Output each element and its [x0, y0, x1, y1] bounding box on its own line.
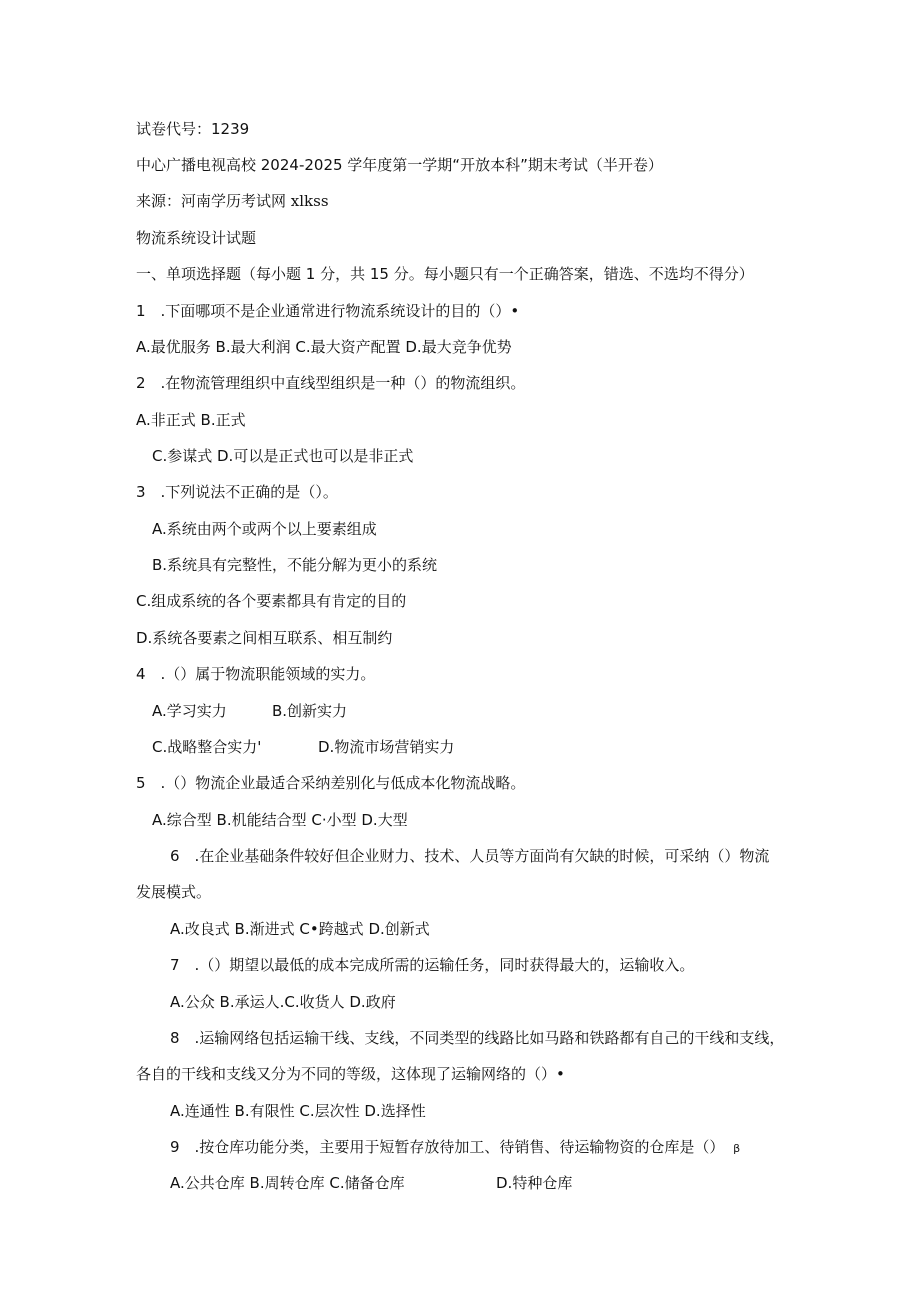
question-options: B.系统具有完整性，不能分解为更小的系统	[152, 556, 438, 574]
question-stem: 3 .下列说法不正确的是（）。	[136, 483, 338, 501]
question-stem-text: 9 .按仓库功能分类，主要用于短暂存放待加工、待销售、待运输物资的仓库是（）	[170, 1138, 725, 1156]
question-stem-continued: 各自的干线和支线又分为不同的等级，这体现了运输网络的（）•	[136, 1065, 565, 1083]
question-stem: 4 .（）属于物流职能领域的实力。	[136, 665, 376, 683]
question-stem: 2 .在物流管理组织中直线型组织是一种（）的物流组织。	[136, 374, 526, 392]
question-options: D.特种仓库	[496, 1174, 573, 1192]
exam-title: 中心广播电视高校 2024-2025 学年度第一学期“开放本科”期末考试（半开卷）	[136, 156, 663, 174]
question-stem: 7 .（）期望以最低的成本完成所需的运输任务，同时获得最大的，运输收入。	[170, 956, 695, 974]
section-title: 一、单项选择题（每小题 1 分，共 15 分。每小题只有一个正确答案，错选、不选均不得分）	[136, 265, 754, 283]
question-options: B.创新实力	[272, 702, 348, 720]
question-stem: 5 .（）物流企业最适合采纳差别化与低成本化物流战略。	[136, 774, 526, 792]
question-options: A.连通性 B.有限性 C.层次性 D.选择性	[170, 1102, 426, 1120]
subject-title: 物流系统设计试题	[136, 229, 257, 247]
question-options: C.参谋式 D.可以是正式也可以是非正式	[152, 447, 414, 465]
question-options: A.公众 B.承运人.C.收货人 D.政府	[170, 993, 396, 1011]
source-line: 来源：河南学历考试网 xlkss	[136, 192, 329, 210]
question-options: A.最优服务 B.最大利润 C.最大资产配置 D.最大竞争优势	[136, 338, 512, 356]
question-stem-continued: 发展模式。	[136, 883, 212, 901]
question-options: A.综合型 B.机能结合型 C·小型 D.大型	[152, 811, 408, 829]
stray-glyph: β	[733, 1142, 741, 1155]
question-options: C.组成系统的各个要素都具有肯定的目的	[136, 592, 407, 610]
question-stem	[170, 1137, 740, 1159]
question-options: A.学习实力	[152, 702, 227, 720]
question-options: A.系统由两个或两个以上要素组成	[152, 520, 377, 538]
question-options: A.公共仓库 B.周转仓库 C.储备仓库	[170, 1174, 405, 1192]
question-options: A.非正式 B.正式	[136, 411, 246, 429]
question-stem: 8 .运输网络包括运输干线、支线，不同类型的线路比如马路和铁路都有自己的干线和支线，	[170, 1029, 785, 1047]
question-options: D.物流市场营销实力	[318, 738, 455, 756]
question-options: C.战略整合实力'	[152, 738, 262, 756]
question-options: D.系统各要素之间相互联系、相互制约	[136, 629, 393, 647]
question-stem: 6 .在企业基础条件较好但企业财力、技术、人员等方面尚有欠缺的时候，可采纳（）物流	[170, 847, 770, 865]
question-options: A.改良式 B.渐进式 C•跨越式 D.创新式	[170, 920, 430, 938]
question-stem: 1 .下面哪项不是企业通常进行物流系统设计的目的（）•	[136, 302, 520, 320]
paper-code: 试卷代号：1239	[136, 120, 250, 138]
